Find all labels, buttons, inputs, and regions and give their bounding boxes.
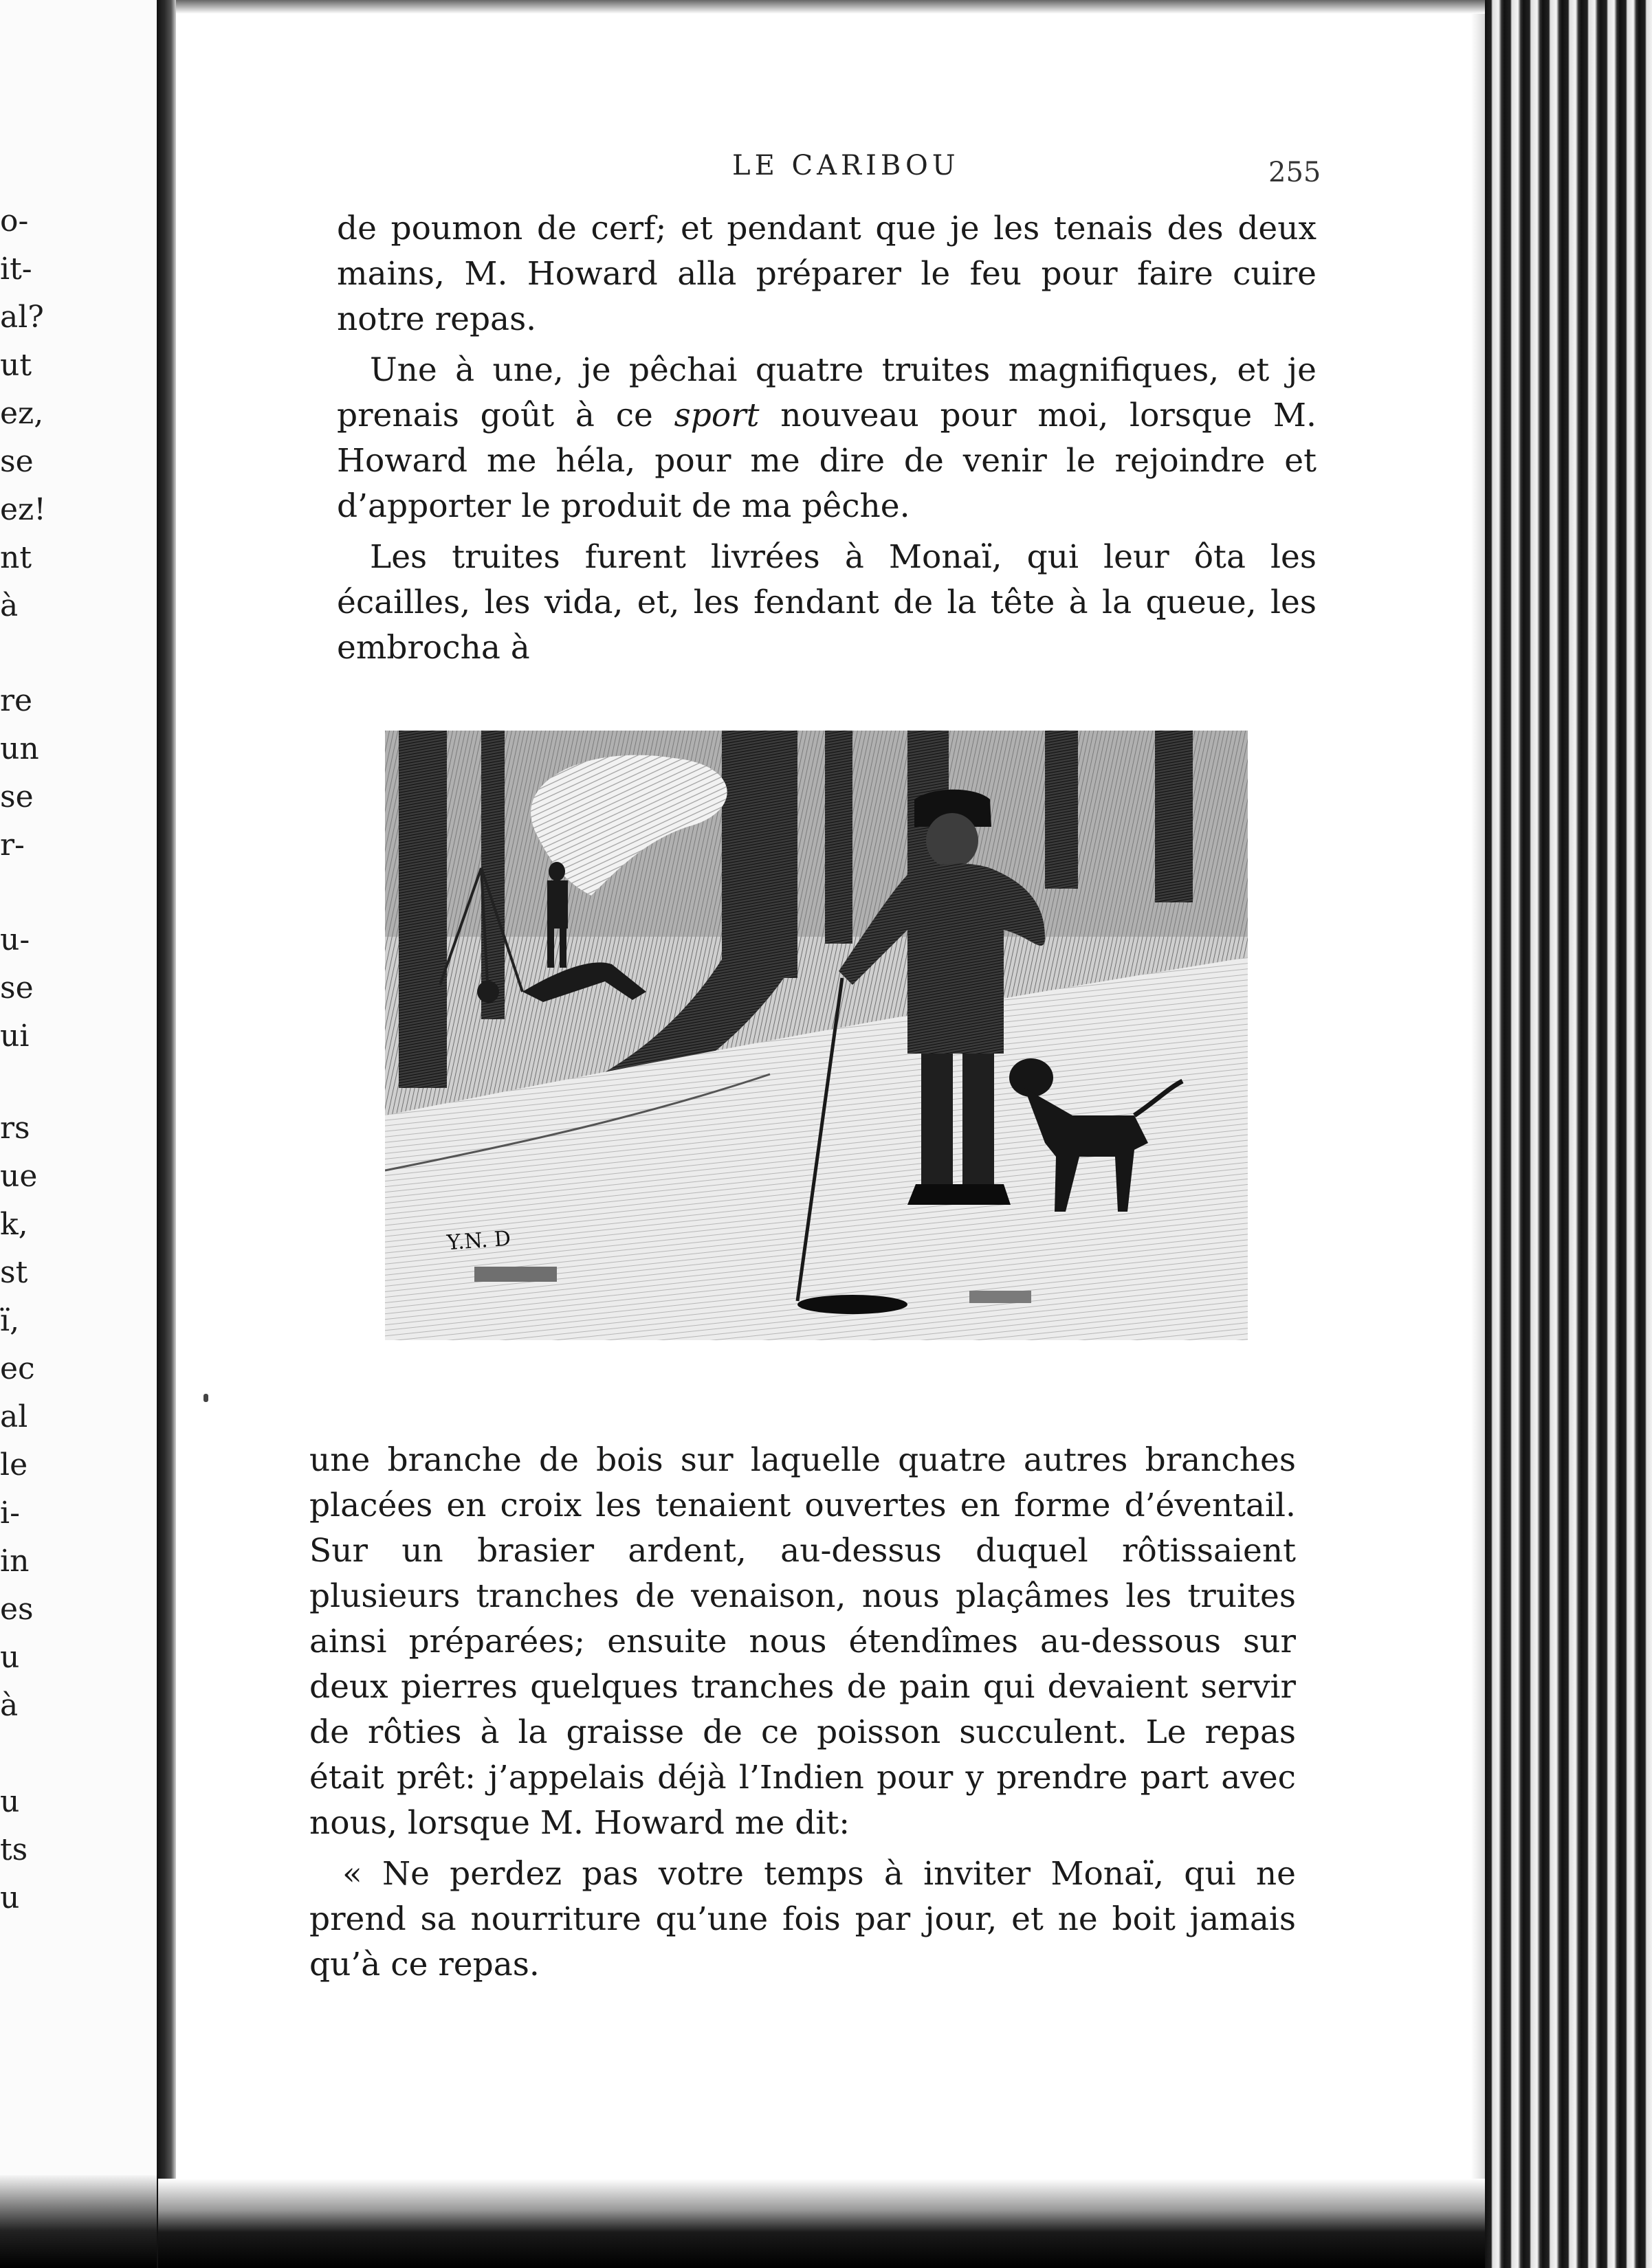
paragraph-text: Les truites furent livrées à Monaï, qui leur ôta les écailles, les vida, et, les fendant de la tête à la queue, les embrocha à bbox=[337, 538, 1317, 667]
engraver-signature: Y.N. D bbox=[445, 1226, 512, 1256]
paragraph bbox=[337, 535, 1317, 671]
paragraph bbox=[337, 348, 1317, 529]
text-block-top bbox=[337, 206, 1317, 671]
left-line-fragment: ï, bbox=[0, 1303, 20, 1338]
paragraph-continuation: une branche de bois sur laquelle quatre autres branches placées en croix les tenaient ouvertes en forme d’éventail. Sur un brasier ardent, au-dessus duquel rôtissaient plusieurs tranches de venaison, nous plaçâmes les truites ainsi préparées; ensuite nous étendîmes au-dessous sur deux pierres quelques tranches de pain qui devaient servir de rôties à la graisse de ce poisson succulent. Le repas était prêt: j’appelais déjà l’Indien pour y prendre part avec nous, lorsque M. Howard me dit: bbox=[309, 1441, 1296, 1842]
left-line-fragment: à bbox=[0, 588, 19, 623]
left-line-fragment: u bbox=[0, 1880, 20, 1915]
left-line-fragment: in bbox=[0, 1544, 30, 1579]
left-line-fragment: r- bbox=[0, 827, 25, 863]
paragraph-continuation: de poumon de cerf; et pendant que je les tenais des deux mains, M. Howard alla préparer le feu pour faire cuire notre repas. bbox=[337, 210, 1317, 338]
left-line-fragment: al bbox=[0, 1399, 28, 1434]
left-line-fragment: es bbox=[0, 1592, 34, 1627]
italic-word: sport bbox=[674, 397, 760, 434]
left-line-fragment: ue bbox=[0, 1159, 38, 1194]
left-line-fragment: u bbox=[0, 1640, 20, 1675]
book-gutter bbox=[157, 0, 176, 2268]
paragraph-text: Une à une, je pêchai quatre truites magnifiques, et je prenais goût à ce bbox=[337, 351, 1317, 434]
page-bottom-shadow bbox=[158, 2179, 1485, 2268]
ice-block bbox=[969, 1291, 1031, 1303]
paragraph bbox=[309, 1852, 1296, 1988]
ice-hole bbox=[797, 1295, 907, 1314]
previous-page-strip bbox=[0, 0, 157, 2175]
left-line-fragment: se bbox=[0, 970, 34, 1005]
left-line-fragment: ui bbox=[0, 1019, 30, 1054]
left-line-fragment: st bbox=[0, 1255, 28, 1290]
left-line-fragment: le bbox=[0, 1447, 28, 1482]
page-number: 255 bbox=[1268, 157, 1321, 188]
ink-speck bbox=[203, 1394, 208, 1402]
left-line-fragment: nt bbox=[0, 540, 32, 575]
left-line-fragment: se bbox=[0, 444, 34, 479]
campfire bbox=[477, 981, 499, 1003]
left-line-fragment: re bbox=[0, 683, 33, 718]
left-line-fragment: ez! bbox=[0, 492, 46, 527]
left-line-fragment: ec bbox=[0, 1351, 35, 1386]
left-page-shadow bbox=[0, 2175, 157, 2268]
left-line-fragment: ts bbox=[0, 1832, 28, 1867]
book-page-edges bbox=[1485, 0, 1652, 2268]
left-line-fragment: ut bbox=[0, 348, 32, 383]
left-line-fragment: u- bbox=[0, 922, 30, 957]
left-line-fragment: à bbox=[0, 1688, 19, 1723]
left-line-fragment: u bbox=[0, 1784, 20, 1819]
engraving-illustration bbox=[385, 731, 1248, 1340]
text-block-bottom bbox=[309, 1438, 1296, 1988]
paragraph-text: « Ne perdez pas votre temps à inviter Monaï, qui ne prend sa nourriture qu’une fois par jour, et ne boit jamais qu’à ce repas. bbox=[309, 1855, 1296, 1983]
paragraph-text: nouveau pour moi, lorsque M. Howard me héla, pour me dire de venir le rejoindre et d’apporter le produit de ma pêche. bbox=[337, 397, 1317, 525]
running-title: LE CARIBOU bbox=[732, 150, 960, 181]
left-line-fragment: al? bbox=[0, 300, 44, 335]
left-line-fragment: ez, bbox=[0, 396, 44, 431]
left-line-fragment: o- bbox=[0, 203, 29, 238]
left-line-fragment: k, bbox=[0, 1207, 28, 1242]
left-line-fragment: it- bbox=[0, 252, 32, 287]
left-line-fragment: un bbox=[0, 731, 39, 766]
left-line-fragment: rs bbox=[0, 1111, 30, 1146]
page-top-shadow bbox=[176, 0, 1551, 14]
left-line-fragment: i- bbox=[0, 1496, 20, 1531]
left-line-fragment: se bbox=[0, 779, 34, 814]
ice-block bbox=[474, 1267, 557, 1282]
